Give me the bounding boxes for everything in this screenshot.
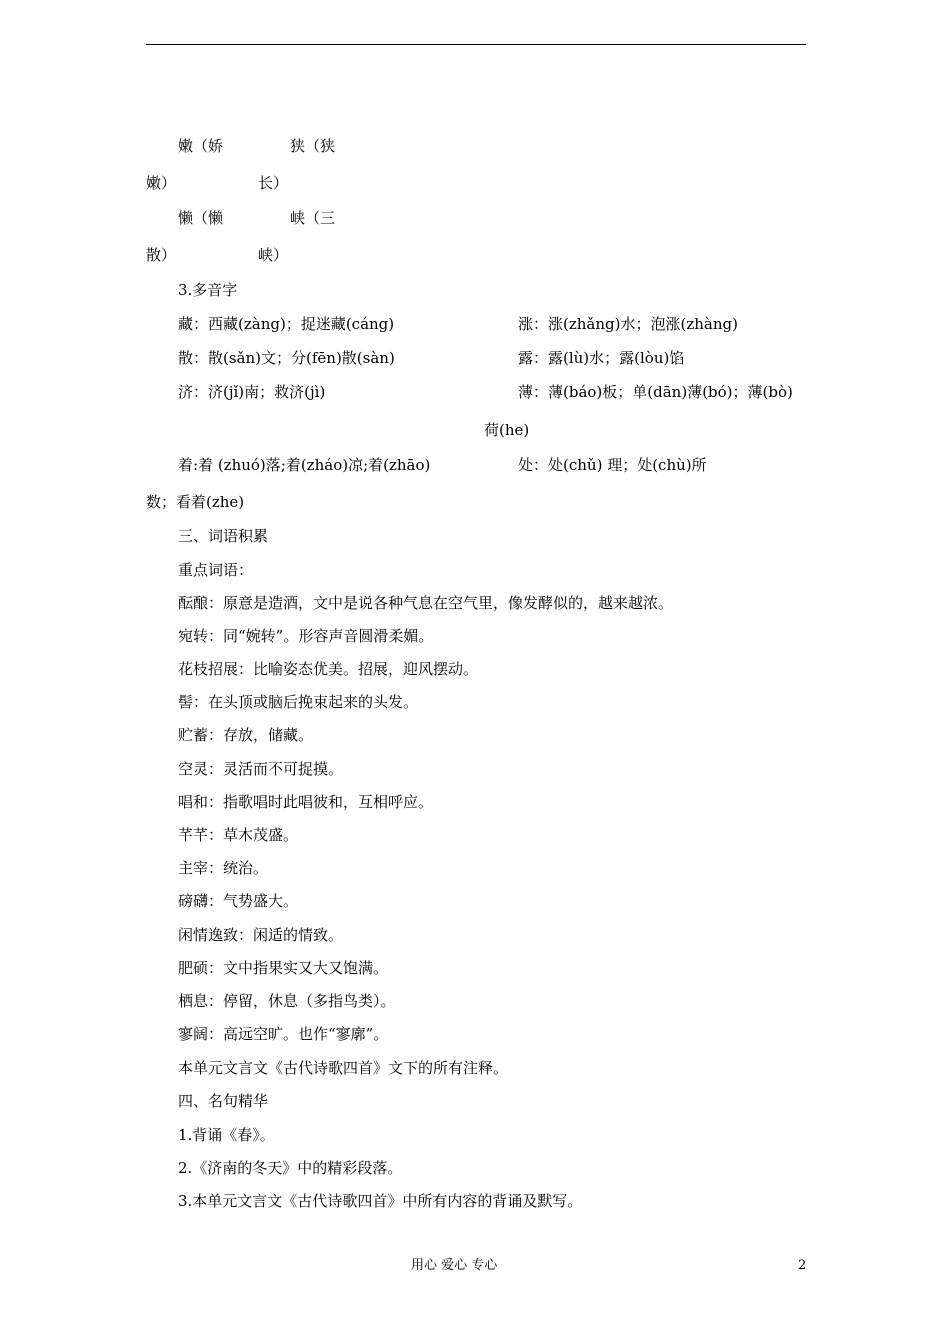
- polyphonic-line-left: 藏：西藏(zàng)；捉迷藏(cáng): [178, 315, 395, 333]
- polyphonic-line-right: 薄：薄(báo)板；单(dān)薄(bó)；薄(bò): [518, 383, 793, 401]
- vocab-item: 芊芊：草木茂盛。: [178, 826, 299, 844]
- char-row1-b-cont: 长）: [258, 174, 289, 192]
- vocab-item: 磅礴：气势盛大。: [178, 892, 299, 910]
- page-number: 2: [798, 1258, 807, 1273]
- polyphonic-zhuo: 着:着 (zhuó)落;着(zháo)凉;着(zhāo): [178, 456, 431, 474]
- polyphonic-heading: 3.多音字: [178, 281, 238, 299]
- quotes-heading: 四、名句精华: [178, 1092, 269, 1110]
- vocab-item: 贮蓄：存放，储藏。: [178, 726, 314, 744]
- vocab-item: 酝酿：原意是造酒，文中是说各种气息在空气里，像发酵似的，越来越浓。: [178, 594, 674, 612]
- vocab-item: 唱和：指歌唱时此唱彼和，互相呼应。: [178, 793, 434, 811]
- vocab-item: 主宰：统治。: [178, 859, 269, 877]
- header-rule: [146, 44, 806, 45]
- quote-item: 2.《济南的冬天》中的精彩段落。: [178, 1159, 403, 1177]
- polyphonic-line-right: 露：露(lù)水；露(lòu)馅: [518, 349, 685, 367]
- footer-motto: 用心 爱心 专心: [411, 1258, 498, 1273]
- polyphonic-chu: 处：处(chǔ) 理；处(chù)所: [518, 456, 707, 474]
- polyphonic-line-left: 散：散(sǎn)文；分(fēn)散(sàn): [178, 349, 395, 367]
- polyphonic-he: 荷(he): [484, 421, 530, 439]
- vocab-subheading: 重点词语：: [178, 561, 254, 579]
- quote-item: 1.背诵《春》。: [178, 1126, 275, 1144]
- vocab-item: 髻：在头顶或脑后挽束起来的头发。: [178, 693, 419, 711]
- char-row2-b-cont: 峡）: [258, 246, 289, 264]
- vocab-heading: 三、词语积累: [178, 527, 269, 545]
- vocab-item: 空灵：灵活而不可捉摸。: [178, 760, 344, 778]
- vocab-item: 花枝招展：比喻姿态优美。招展，迎风摆动。: [178, 660, 479, 678]
- char-row1-a-cont: 嫩）: [146, 174, 177, 192]
- char-row2-a-cont: 散）: [146, 246, 177, 264]
- char-row2-b: 峡（三: [290, 209, 336, 227]
- vocab-item: 寥阔：高远空旷。也作“寥廓”。: [178, 1025, 389, 1043]
- vocab-item: 肥硕：文中指果实又大又饱满。: [178, 959, 389, 977]
- char-row1-b: 狭（狭: [290, 137, 336, 155]
- char-row1-a: 嫩（娇: [178, 137, 224, 155]
- vocab-item: 宛转：同“婉转”。形容声音圆滑柔媚。: [178, 627, 434, 645]
- polyphonic-line-right: 涨：涨(zhǎng)水；泡涨(zhàng): [518, 315, 738, 333]
- polyphonic-shu: 数；看着(zhe): [146, 493, 245, 511]
- polyphonic-line-left: 济：济(jǐ)南；救济(jì): [178, 383, 326, 401]
- vocab-item: 闲情逸致：闲适的情致。: [178, 926, 344, 944]
- vocab-item: 栖息：停留，休息（多指鸟类）。: [178, 992, 396, 1010]
- quote-item: 3.本单元文言文《古代诗歌四首》中所有内容的背诵及默写。: [178, 1192, 583, 1210]
- char-row2-a: 懒（懒: [178, 209, 224, 227]
- vocab-item: 本单元文言文《古代诗歌四首》文下的所有注释。: [178, 1059, 509, 1077]
